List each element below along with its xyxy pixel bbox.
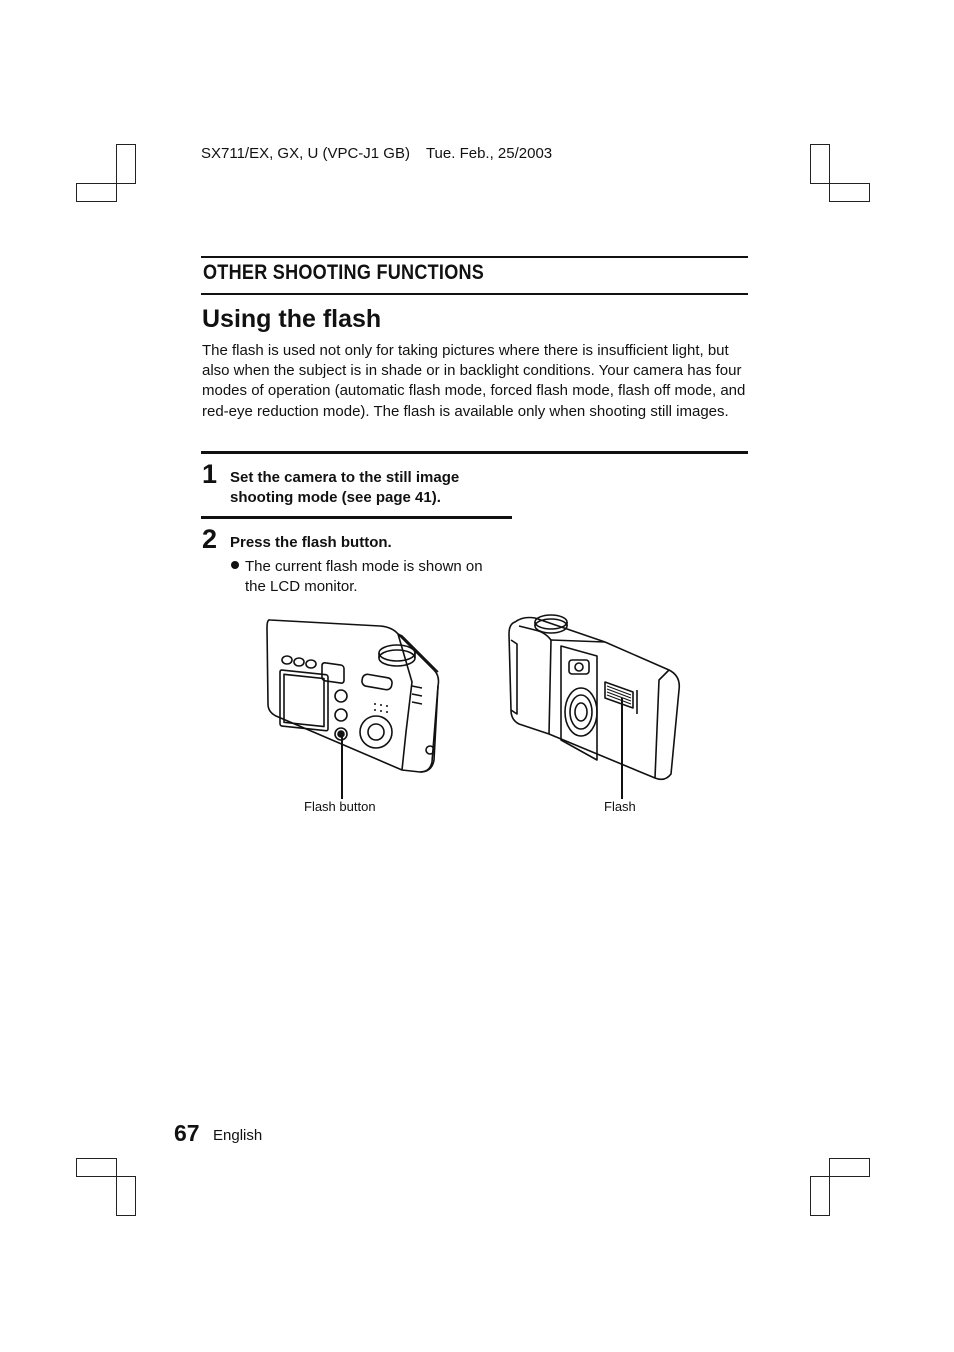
crop-mark-bottom-left-vertical — [116, 1176, 136, 1216]
intro-paragraph: The flash is used not only for taking pictures where there is insufficient light, but also when the subject is in shade or in backlight conditions. Your camera has four modes of operation (automatic flash mode, forced flash mode, flash off mode, and red-eye reduction mode). The flash is available only when shooting still images. — [202, 342, 746, 420]
page-title: Using the flash — [202, 305, 382, 333]
step2-bullet — [245, 557, 483, 596]
step2-bullet-line1: The current flash mode is shown on — [245, 558, 483, 575]
crop-mark-bottom-right-vertical — [810, 1176, 830, 1216]
step1-text — [230, 468, 459, 507]
page-language: English — [213, 1127, 263, 1144]
camera-front-illustration — [505, 610, 683, 796]
step1-number: 1 — [202, 459, 218, 489]
step1-rule — [201, 451, 748, 454]
step2-number: 2 — [202, 524, 218, 554]
step2-rule — [201, 516, 512, 519]
crop-mark-top-right-horizontal — [829, 183, 870, 202]
step2-bullet-line2: the LCD monitor. — [245, 577, 358, 595]
crop-mark-bottom-left-horizontal — [76, 1158, 117, 1177]
flash-caption: Flash — [604, 799, 636, 814]
section-title: OTHER SHOOTING FUNCTIONS — [203, 261, 485, 284]
crop-mark-top-right-vertical — [810, 144, 830, 184]
crop-mark-top-left-horizontal — [76, 183, 117, 202]
print-header — [201, 145, 552, 162]
header-model: SX711/EX, GX, U (VPC-J1 GB) — [201, 145, 410, 162]
crop-mark-top-left-vertical — [116, 144, 136, 184]
section-rule-bottom — [201, 293, 748, 295]
flash-button-caption: Flash button — [304, 799, 376, 814]
bullet-dot-icon — [231, 561, 239, 569]
flash-leader — [621, 698, 623, 799]
section-rule-top — [201, 256, 748, 258]
header-date: Tue. Feb., 25/2003 — [425, 145, 553, 162]
step2-text: Press the flash button. — [230, 534, 392, 551]
camera-back-illustration — [262, 612, 444, 802]
step1-text-line2: shooting mode (see page 41). — [230, 488, 441, 506]
flash-button-leader — [341, 735, 343, 799]
page-number: 67 — [174, 1120, 200, 1146]
crop-mark-bottom-right-horizontal — [829, 1158, 870, 1177]
step1-text-line1: Set the camera to the still image — [230, 469, 460, 486]
